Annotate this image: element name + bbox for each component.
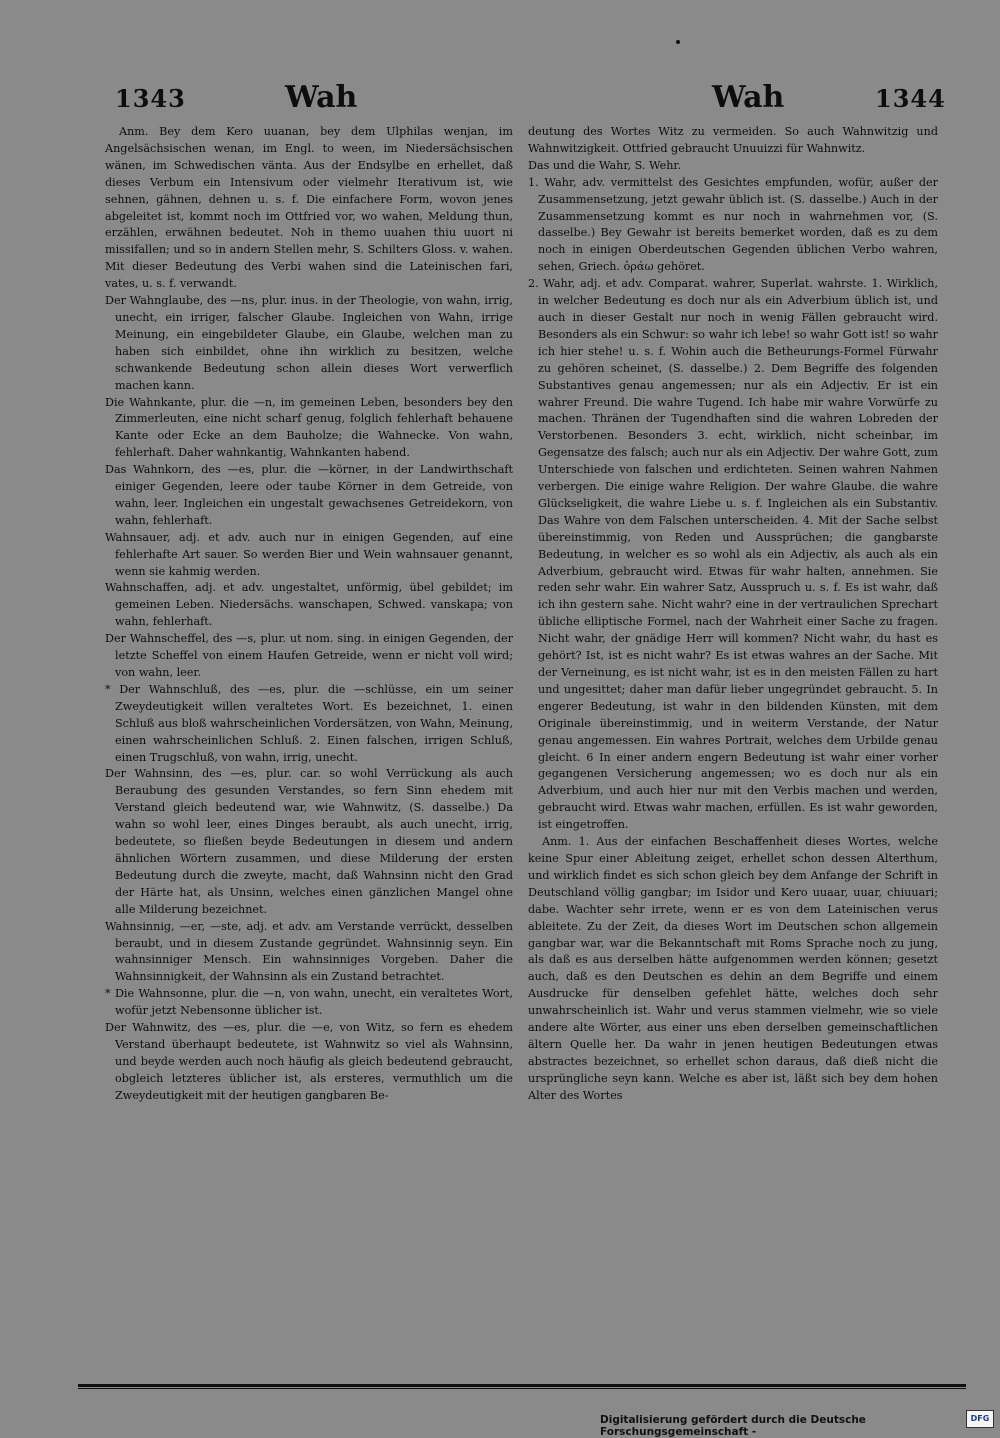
- bottom-rule: [78, 1384, 966, 1387]
- dictionary-entry: Der Wahnglaube, des —ns, plur. inus. in der Theologie, von wahn, irrig, unecht, ein irriger, falscher Glaube. Ingleichen von Wahn, irrige Meinung, ein eingebildeter Glaube, ein Glaube, welchen man zu haben sich einbildet, ohne ihn wirklich zu besitzen, welche schwankende Bedeutung schon allein dieses Wort verwerflich machen kann.: [105, 294, 513, 392]
- dictionary-entry: Wahnsauer, adj. et adv. auch nur in einigen Gegenden, auf eine fehlerhafte Art sauer. So werden Bier und Wein wahnsauer genannt, wenn sie kahmig werden.: [105, 530, 513, 578]
- right-page-number: 1344: [875, 84, 946, 113]
- left-page-number: 1343: [115, 84, 186, 113]
- dictionary-entry: Das und die Wahr, S. Wehr.: [528, 158, 682, 172]
- ink-speck: [676, 40, 680, 44]
- right-running-headword: Wah: [712, 80, 785, 115]
- dfg-logo: DFG: [966, 1410, 994, 1428]
- dictionary-entry: 2. Wahr, adj. et adv. Comparat. wahrer, Superlat. wahrste. 1. Wirklich, in welcher Bedeutung es doch nur als ein Adverbium üblich ist, und auch in dieser Gestalt nur noch in wenig Fällen gebraucht wird. Besonders als ein Schwur: so wahr ich lebe! so wahr Gott ist! so wahr ich hier stehe! u. s. f. Wohin auch die Betheurungs-Formel Fürwahr zu gehören scheinet, (S. dasselbe.) 2. Dem Begriffe des folgenden Substantives genau angemessen; nur als ein Adjectiv. Er ist ein wahrer Freund. Die wahre Tugend. Ich habe mir wahre Vorwürfe zu machen. Thränen der Tugendhaften sind die wahren Lobreden der Verstorbenen. Besonders 3. echt, wirklich, nicht scheinbar, im Gegensatze des falsch; auch nur als ein Adjectiv. Der wahre Gott, zum Unterschiede von falschen und erdichteten. Seinen wahren Nahmen verbergen. Die einige wahre Religion. Der wahre Glaube. die wahre Glückseligkeit, die wahre Liebe u. s. f. Ingleichen als ein Substantiv. Das Wahre von dem Falschen unterscheiden. 4. Mit der Sache selbst übereinstimmig, von Reden und Aussprüchen; die gangbarste Bedeutung, in welcher es so wohl als ein Adjectiv, als auch als ein Adverbium, gebraucht wird. Etwas für wahr halten, annehmen. Sie reden sehr wahr. Ein wahrer Satz, Ausspruch u. s. f. Es ist wahr, daß ich ihn gestern sahe. Nicht wahr? eine in der vertraulichen Sprechart übliche elliptische Formel, nach der Wahrheit einer Sache zu fragen. Nicht wahr, der gnädige Herr will kommen? Nicht wahr, du hast es gehört? Ist, ist es nicht wahr? Es ist etwas wahres an der Sache. Mit der Verneinung, es ist nicht wahr, ist es in den meisten Fällen zu hart und ungesittet; daher man dafür lieber ungegründet gebraucht. 5. In engerer Bedeutung, ist wahr in den bildenden Künsten, mit dem Originale übereinstimmig, und in weiterm Verstande, der Natur genau angemessen. Ein wahres Portrait, welches dem Urbilde genau gleicht. 6 In einer andern engern Bedeutung ist wahr einer vorher gegangenen Versicherung angemessen; wo es doch nur als ein Adverbium, und auch hier nur mit den Verbis machen und werden, gebraucht wird. Etwas wahr machen, erfüllen. Es ist wahr geworden, ist eingetroffen.: [528, 277, 938, 832]
- dictionary-entry: Der Wahnscheffel, des —s, plur. ut nom. sing. in einigen Gegenden, der letzte Scheffel von einem Haufen Getreide, wenn er nicht voll wird; von wahn, leer.: [105, 632, 513, 679]
- bottom-rule-thin: [78, 1388, 966, 1389]
- dictionary-entry: 1. Wahr, adv. vermittelst des Gesichtes empfunden, wofür, außer der Zusammensetzung, jetzt gewahr üblich ist. (S. dasselbe.) Auch in der Zusammensetzung kommt es nur noch in wahrnehmen vor, (S. dasselbe.) Bey Gewahr ist bereits bemerket worden, daß es zu dem noch in einigen Oberdeutschen Gegenden üblichen Verbo wahren, sehen, Griech. ὁράω gehöret.: [528, 175, 938, 274]
- dictionary-note: Anm. Bey dem Kero uuanan, bey dem Ulphilas wenjan, im Angelsächsischen wenan, im Engl. to ween, im Niedersächsischen wänen, im Schwedischen vänta. Aus der Endsylbe en erhellet, daß dieses Verbum ein Intensivum oder vielmehr Iterativum ist, wie sehnen, gähnen, dehnen u. s. f. Die einfachere Form, wovon jenes abgeleitet ist, kommt noch im Ottfried vor, wo wahen, Meldung thun, erzählen, erwähnen bedeutet. Noh in themo uuahen thiu uuort ni missifallen; und so in andern Stellen mehr, S. Schilters Gloss. v. wahen. Mit dieser Bedeutung des Verbi wahen sind die Lateinischen fari, vates, u. s. f. verwandt.: [105, 125, 513, 291]
- right-text-column: [528, 124, 938, 1105]
- continued-entry-text: deutung des Wortes Witz zu vermeiden. So auch Wahnwitzig und Wahnwitzigkeit. Ottfried gebraucht Unuuizzi für Wahnwitz.: [528, 125, 938, 155]
- digitization-credit: Digitalisierung gefördert durch die Deutsche Forschungsgemeinschaft -: [600, 1414, 866, 1438]
- dictionary-entry: Wahnsinnig, —er, —ste, adj. et adv. am Verstande verrückt, desselben beraubt, und in diesem Zustande gegründet. Wahnsinnig seyn. Ein wahnsinniger Mensch. Ein wahnsinniges Vorgeben. Daher die Wahnsinnigkeit, der Wahnsinn als ein Zustand betrachtet.: [105, 919, 513, 984]
- dictionary-entry: Der Wahnsinn, des —es, plur. car. so wohl Verrückung als auch Beraubung des gesunden Verstandes, so fern Sinn ehedem mit Verstand gleich bedeutend war, wie Wahnwitz, (S. dasselbe.) Da wahn so wohl leer, eines Dinges beraubt, als auch unecht, irrig, bedeutete, so fließen beyde Bedeutungen in diesem und andern ähnlichen Wörtern zusammen, und diese Milderung der ersten Bedeutung durch die zweyte, macht, daß Wahnsinn nicht den Grad der Härte hat, als Unsinn, welches einen gänzlichen Mangel ohne alle Milderung bezeichnet.: [105, 767, 513, 916]
- dictionary-entry: * Der Wahnschluß, des —es, plur. die —schlüsse, ein um seiner Zweydeutigkeit willen veraltetes Wort. Es bezeichnet, 1. einen Schluß aus bloß wahrscheinlichen Vordersätzen, von Wahn, Meinung, einen wahrscheinlichen Schluß. 2. Einen falschen, irrigen Schluß, einen Trugschluß, von wahn, irrig, unecht.: [105, 682, 513, 764]
- dictionary-note: Anm. 1. Aus der einfachen Beschaffenheit dieses Wortes, welche keine Spur einer Ableitung zeiget, erhellet schon dessen Alterthum, und wirklich findet es sich schon gleich bey dem Anfange der Schrift in Deutschland völlig gangbar; im Isidor und Kero uuaar, uuar, chiuuari; dabe. Wachter sehr irrete, wenn er es von dem Lateinischen verus ableitete. Zu der Zeit, da dieses Wort im Deutschen schon allgemein gangbar war, war die Bekanntschaft mit Roms Sprache noch zu jung, als daß es aus derselben hätte aufgenommen werden können; gesetzt auch, daß es den Deutschen es dehin an dem Begriffe und einem Ausdrucke für denselben gefehlet hätte, welches doch sehr unwahrscheinlich ist. Wahr und verus stammen vielmehr, wie so viele andere alte Wörter, aus einer uns eben derselben gemeinschaftlichen ältern Quelle her. Da wahr in jenen heutigen Bedeutungen etwas abstractes bezeichnet, so erhellet schon daraus, daß dieß nicht die ursprüngliche seyn kann. Welche es aber ist, läßt sich bey dem hohen Alter des Wortes: [528, 835, 938, 1102]
- dictionary-entry: Wahnschaffen, adj. et adv. ungestaltet, unförmig, übel gebildet; im gemeinen Leben. Niedersächs. wanschapen, Schwed. vanskapa; von wahn, fehlerhaft.: [105, 581, 513, 629]
- dictionary-entry: Das Wahnkorn, des —es, plur. die —körner, in der Landwirthschaft einiger Gegenden, leere oder taube Körner in dem Getreide, von wahn, leer. Ingleichen ein ungestalt gewachsenes Getreidekorn, von wahn, fehlerhaft.: [105, 463, 513, 527]
- dictionary-entry: Der Wahnwitz, des —es, plur. die —e, von Witz, so fern es ehedem Verstand überhaupt bedeutete, ist Wahnwitz so viel als Wahnsinn, und beyde werden auch noch häufig als gleich bedeutend gebraucht, obgleich letzteres üblicher ist, als ersteres, vermuthlich um die Zweydeutigkeit mit der heutigen gangbaren Be-: [105, 1021, 513, 1102]
- left-running-headword: Wah: [285, 80, 358, 115]
- dictionary-entry: Die Wahnkante, plur. die —n, im gemeinen Leben, besonders bey den Zimmerleuten, eine nicht scharf genug, folglich fehlerhaft behauene Kante oder Ecke an dem Bauholze; die Wahnecke. Von wahn, fehlerhaft. Daher wahnkantig, Wahnkanten habend.: [105, 395, 513, 460]
- dictionary-entry: * Die Wahnsonne, plur. die —n, von wahn, unecht, ein veraltetes Wort, wofür jetzt Nebensonne üblicher ist.: [105, 987, 513, 1018]
- left-text-column: [105, 124, 513, 1105]
